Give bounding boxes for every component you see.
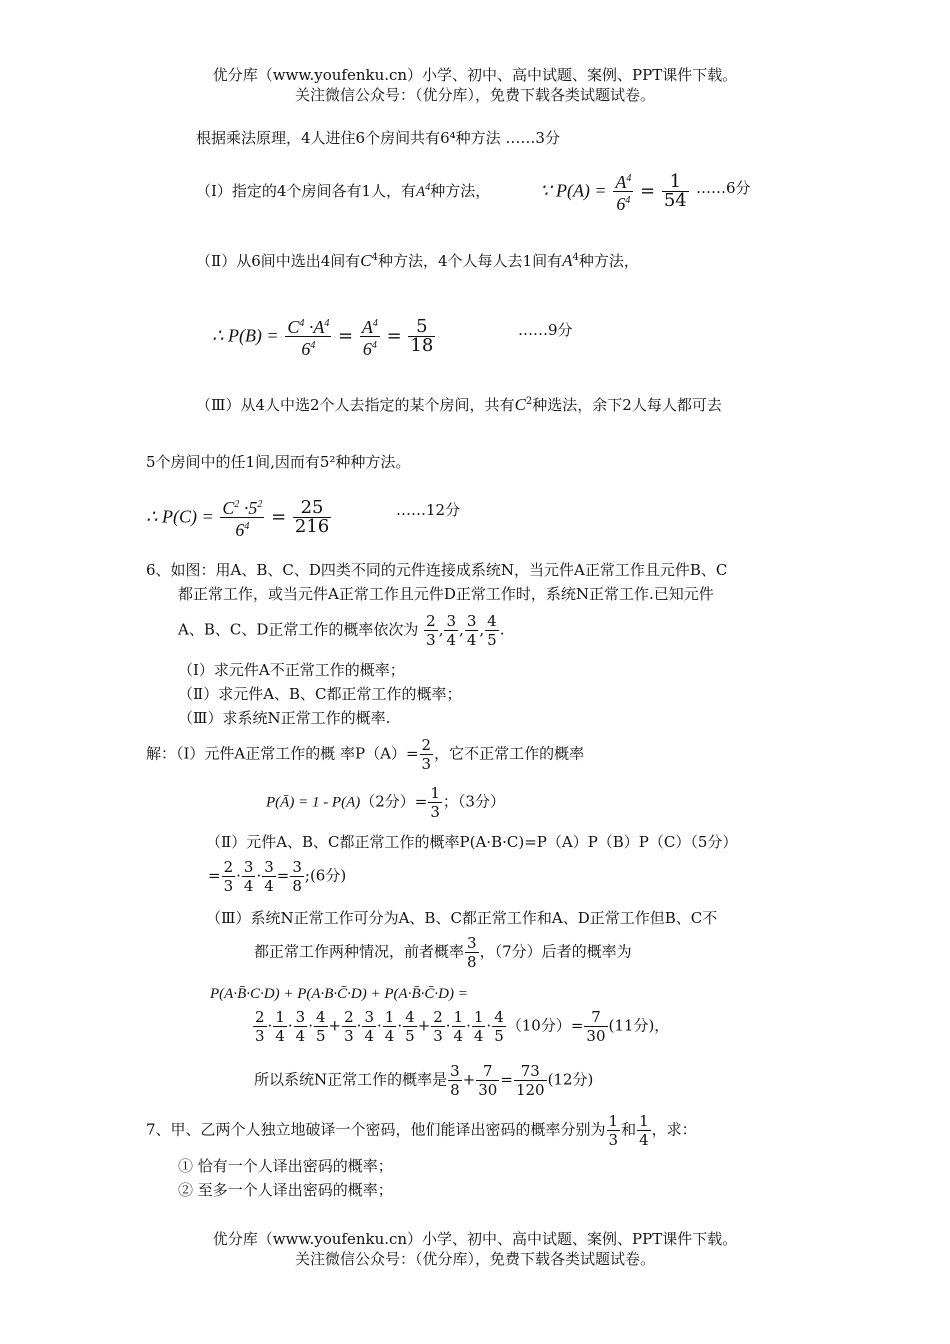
q5-p1-text: （Ⅰ）指定的4个房间各有1人，有 [196,182,417,200]
frac-den: 5 [405,1027,415,1045]
header-line-1: 优分库（www.youfenku.cn）小学、初中、高中试题、案例、PPT课件下载。 [212,66,738,84]
frac-den: 3 [433,1027,443,1045]
frac-den: 8 [467,953,477,971]
frac-den: 216 [294,516,330,537]
frac-den: 4 [243,877,254,895]
frac-num: 4 [487,612,497,630]
q6-sol-1-score-a: （2分） [360,792,415,811]
q6-sol-1-formula-a: P(Ā) = 1 - P(A) [266,794,361,811]
q7-item-1: ① 恰有一个人译出密码的概率； [178,1157,393,1175]
q5-p2-text-a: （Ⅱ）从6间中选出4间有 [196,252,361,270]
frac-den: 4 [466,631,477,649]
frac-den: 4 [384,1027,395,1045]
frac-den: 3 [344,1027,354,1045]
q6-sol-3-b [254,934,632,971]
q7-line-1 [146,1112,697,1149]
q6-sol-2: （Ⅱ）元件A、B、C都正常工作的概率P(A·B·C)=P（A）P（B）P（C）（5分） [206,833,738,851]
frac-num: 1 [608,1112,619,1130]
q5-p2-score: ……9分 [518,321,573,339]
q5-part2: （Ⅱ）从6间中选出4间有$C^4$种方法，4个人每人去1间有$A^4$种方法， [196,251,639,270]
q5-p3-text-a: （Ⅲ）从4人中选2个人去指定的某个房间，共有 [196,396,515,414]
frac-num: 1 [275,1008,285,1026]
frac-den: 4 [446,631,457,649]
frac-num: 4 [494,1008,504,1026]
q6-sol-3-formula: P(A·B̄·C·D) + P(A·B·C̄·D) + P(A·B̄·C̄·D) = [210,986,468,1002]
frac-num: 73 [514,1062,547,1081]
frac-num: 2 [344,1008,354,1026]
q6-sol-3-b-text: 都正常工作两种情况，前者概率 [254,942,465,961]
frac-num: 3 [364,1008,374,1026]
header-line-2: 关注微信公众号：（优分库），免费下载各类试题试卷。 [294,86,655,104]
frac-num: 7 [584,1008,607,1027]
frac-num: 1 [662,173,689,192]
q5-p3-text-c: 5个房间中的任1间,因而有5²种种方法。 [146,453,411,471]
q6-sol-3-score-10: （10分） [506,1016,571,1035]
q6-sub-2: （Ⅱ）求元件A、B、C都正常工作的概率； [178,685,462,703]
footer-line-1: 优分库（www.youfenku.cn）小学、初中、高中试题、案例、PPT课件下载。 [212,1230,738,1248]
q5-p2-formula: ∴ P(B) = $\frac{C^4 \cdot A^4}{6^4}$ = $\frac{A^4}{6^4}$ = $\frac{5}{18}$ [212,316,434,359]
q7-line-1-b: 和 [621,1120,637,1139]
frac-den: 54 [663,190,687,211]
frac-den: 5 [487,631,497,649]
q6-line-1: 6、如图：用A、B、C、D四类不同的元件连接成系统N，当元件A正常工作且元件B、C [146,561,728,579]
q6-sol-2-score: ;(6分) [304,866,347,885]
frac-num: 3 [243,858,254,876]
q6-sol-3-score-12: (12分) [547,1070,594,1089]
q7-line-1-a: 7、甲、乙两个人独立地破译一个密码，他们能译出密码的概率分别为 [146,1120,606,1139]
frac-num: 2 [421,736,432,754]
q6-sol-3-final: 所以系统N正常工作的概率是 $\frac{3}{8}$ + $\frac{7}{30}$ = $\frac{73}{120}$ (12分) [254,1062,594,1099]
q6-sol-1-score-b: ；（3分） [442,792,505,811]
frac-den: 4 [473,1027,484,1045]
q5-p2-text-b: 种方法，4个人每人去1间有 [378,252,563,270]
q6-sol-1-formula: P(Ā) = 1 - P(A)（2分）= $\frac{1}{3}$ ；（3分） [266,784,505,821]
frac-num: 5 [408,318,435,337]
frac-den: 3 [608,1131,619,1149]
frac-den: 3 [421,755,432,773]
frac-den: 4 [264,877,274,895]
q5-p3-formula: ∴ P(C) = $\frac{C^2 \cdot 5^2}{6^4}$ = $\frac{25}{216}$ [146,497,330,540]
q5-intro-text: 根据乘法原理，4人进住6个房间共有6⁴种方法 ……3分 [196,129,560,147]
q6-sol-1-a: 解：（Ⅰ）元件A正常工作的概 率P（A）= [146,744,419,763]
frac-num: 2 [223,858,234,876]
frac-den: 120 [515,1081,545,1099]
frac-num: 4 [315,1008,326,1026]
q5-p3-text-b: 种选法，余下2人每人都可去 [532,396,722,414]
frac-num: 1 [430,784,440,802]
frac-num: 1 [384,1008,395,1026]
frac-den: 4 [639,1131,649,1149]
frac-den: 30 [478,1081,498,1099]
frac-den: 4 [275,1027,285,1045]
q6-line-3-text: A、B、C、D正常工作的概率依次为 [178,620,419,639]
frac-num: 3 [446,612,457,630]
q6-sol-3-calc: $\frac{2}{3}$ · $\frac{1}{4}$ · $\frac{3}{4}$ · $\frac{4}{5}$ + $\frac{2}{3}$ · $\frac{3}{4}$ · $\frac{1}{4}$ · $\frac{4}{5}$ + $\frac{2}{3}$ · $\frac{1}{4}$ · $\frac{1}{4}$ · $\frac{4}{5}$ （10分）= $\frac{7}{30}$ (11分)， [255,1008,670,1045]
frac-num: 1 [473,1008,484,1026]
frac-num: 4 [405,1008,415,1026]
q6-line-3: A、B、C、D正常工作的概率依次为 $\frac{2}{3}$ , $\frac{3}{4}$ , $\frac{3}{4}$ , $\frac{4}{5}$ . [178,612,505,649]
frac-den: 4 [453,1027,464,1045]
q5-part3: （Ⅲ）从4人中选2个人去指定的某个房间，共有$C^2$种选法，余下2人每人都可去 [196,395,722,414]
frac-num: 7 [476,1062,499,1081]
q6-sol-1 [146,736,584,773]
q6-sub-1: （Ⅰ）求元件A不正常工作的概率； [178,661,405,679]
q5-part1: （Ⅰ）指定的4个房间各有1人，有$A^4$种方法， [196,182,491,200]
frac-den: 3 [426,631,436,649]
q5-intro [196,128,560,148]
frac-num: 3 [467,934,477,952]
frac-num: 1 [453,1008,464,1026]
frac-num: 3 [295,1008,306,1026]
frac-num: 3 [264,858,274,876]
frac-den: 5 [315,1027,326,1045]
frac-den: 4 [364,1027,374,1045]
q6-sol-3-c: ，（7分）后者的概率为 [479,942,632,961]
frac-den: 4 [295,1027,306,1045]
frac-num: 2 [255,1008,265,1026]
q6-line-2: 都正常工作，或当元件A正常工作且元件D正常工作时，系统N正常工作.已知元件 [178,585,714,603]
frac-num: 3 [450,1062,460,1080]
q5-p2-text-c: 种方法， [578,252,639,270]
frac-den: 30 [586,1027,606,1045]
q5-p3-score: ……12分 [396,501,461,519]
frac-den: 8 [292,877,302,895]
frac-den: 3 [430,803,440,821]
frac-den: 18 [410,335,434,356]
footer-line-2: 关注微信公众号：（优分库），免费下载各类试题试卷。 [294,1250,655,1268]
q5-p1-formula: ∵ P(A) = $\frac{A^4}{6^4}$ = $\frac{1}{54}$ [540,171,687,214]
frac-num: 3 [292,858,302,876]
frac-num: 1 [639,1112,649,1130]
frac-num: 25 [293,499,331,518]
frac-den: 5 [494,1027,504,1045]
q6-sol-3-a: （Ⅲ）系统N正常工作可分为A、B、C都正常工作和A、D正常工作但B、C不 [206,909,718,927]
frac-num: 2 [433,1008,443,1026]
q7-line-1-c: ，求： [651,1120,697,1139]
q5-p1-score: ……6分 [696,179,751,197]
q6-sol-3-final-text: 所以系统N正常工作的概率是 [254,1070,448,1089]
frac-den: 8 [450,1081,460,1099]
frac-den: 3 [223,877,234,895]
q5-p1-tail: 种方法， [430,182,491,200]
q6-sol-1-b: ，它不正常工作的概率 [434,744,585,763]
frac-den: 3 [255,1027,265,1045]
frac-num: 3 [466,612,477,630]
frac-num: 2 [426,612,436,630]
q7-item-2: ② 至多一个人译出密码的概率； [178,1181,393,1199]
q6-sol-3-score-11: (11分)， [608,1016,670,1035]
q6-sub-3: （Ⅲ）求系统N正常工作的概率. [178,709,391,727]
q6-sol-2-calc: = $\frac{2}{3}$ · $\frac{3}{4}$ · $\frac{3}{4}$ = $\frac{3}{8}$ ;(6分) [208,858,347,895]
